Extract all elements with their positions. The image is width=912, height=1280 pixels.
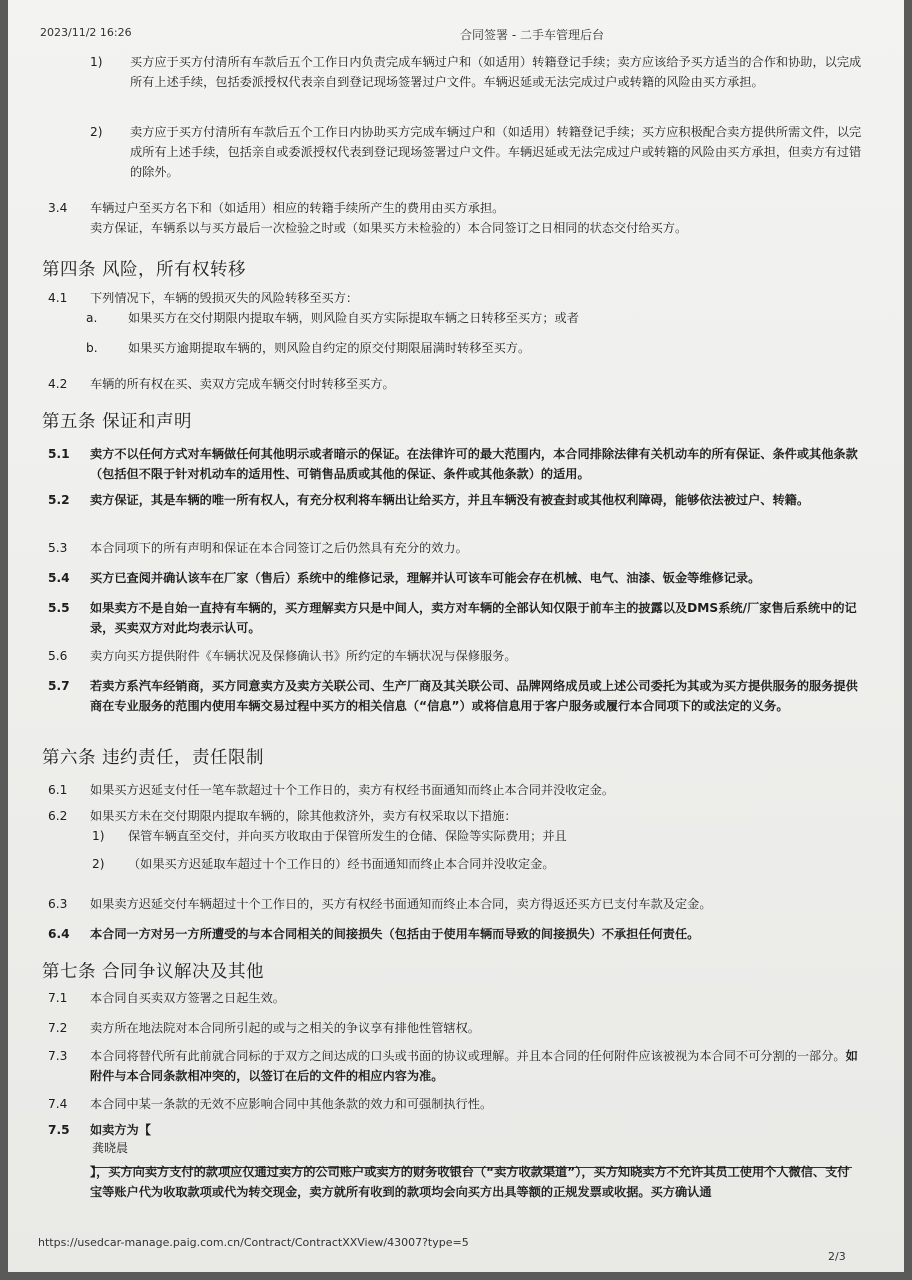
clause-number: 1) bbox=[90, 55, 103, 69]
print-datetime: 2023/11/2 16:26 bbox=[40, 26, 132, 39]
clause-number: 6.3 bbox=[48, 897, 68, 911]
clause-text-bold: 如附件与本合同条款相冲突的，以签订在后的文件的相应内容为准。 bbox=[90, 1049, 858, 1083]
clause-number: 6.1 bbox=[48, 783, 68, 797]
clause-text: 卖方保证，其是车辆的唯一所有权人，有充分权利将车辆出让给买方，并且车辆没有被查封或其他权利障碍，能够依法被过户、转籍。 bbox=[90, 493, 810, 507]
clause-number: 3.4 bbox=[48, 201, 68, 215]
clause-text-2: 卖方保证，车辆系以与买方最后一次检验之时或（如果买方未检验的）本合同签订之日相同的状态交付给买方。 bbox=[90, 221, 688, 235]
clause-number: 6.4 bbox=[48, 927, 70, 941]
article-4-heading: 第四条 风险，所有权转移 bbox=[42, 260, 247, 280]
clause-text: 保管车辆直至交付，并向买方收取由于保管所发生的仓储、保险等实际费用；并且 bbox=[128, 829, 567, 843]
clause-text: 买方已查阅并确认该车在厂家（售后）系统中的维修记录，理解并认可该车可能会存在机械、电气、油漆、钣金等维修记录。 bbox=[90, 571, 761, 585]
clause-text: 车辆的所有权在买、卖双方完成车辆交付时转移至买方。 bbox=[90, 377, 395, 391]
clause-number: 4.2 bbox=[48, 377, 68, 391]
footer-url: https://usedcar-manage.paig.com.cn/Contract/ContractXXView/43007?type=5 bbox=[38, 1236, 469, 1249]
clause-number: 5.2 bbox=[48, 493, 70, 507]
clause-text: 下列情况下，车辆的毁损灭失的风险转移至买方： bbox=[90, 291, 359, 305]
clause-number: 5.3 bbox=[48, 541, 68, 555]
document-page bbox=[8, 0, 904, 1272]
clause-text: 卖方所在地法院对本合同所引起的或与之相关的争议享有排他性管辖权。 bbox=[90, 1021, 480, 1035]
clause-number: 5.7 bbox=[48, 679, 70, 693]
clause-text: 如果卖方迟延交付车辆超过十个工作日的，买方有权经书面通知而终止本合同，卖方得返还买方已支付车款及定金。 bbox=[90, 897, 712, 911]
clause-number: 2) bbox=[90, 125, 103, 139]
clause-text: 若卖方系汽车经销商，买方同意卖方及卖方关联公司、生产厂商及其关联公司、品牌网络成员或上述公司委托为其或为买方提供服务的服务提供商在专业服务的范围内使用车辆交易过程中买方的相关信息（“信息”）或将信息用于客户服务或履行本合同项下的或法定的义务。 bbox=[90, 679, 858, 713]
clause-number: 6.2 bbox=[48, 809, 68, 823]
clause-number: b. bbox=[86, 341, 98, 355]
clause-text: 买方应于买方付清所有车款后五个工作日内负责完成车辆过户和（如适用）转籍登记手续；卖方应该给予买方适当的合作和协助，以完成所有上述手续，包括委派授权代表亲自到登记现场签署过户文件。车辆迟延或无法完成过户或转籍的风险由买方承担。 bbox=[130, 55, 862, 89]
clause-number: 4.1 bbox=[48, 291, 68, 305]
page-header-title: 合同签署 - 二手车管理后台 bbox=[460, 28, 604, 42]
clause-text: 卖方不以任何方式对车辆做任何其他明示或者暗示的保证。在法律许可的最大范围内，本合同排除法律有关机动车的所有保证、条件或其他条款（包括但不限于针对机动车的适用性、可销售品质或其他的保证、条件或其他条款）的适用。 bbox=[90, 447, 858, 481]
clause-text: 本合同将替代所有此前就合同标的于双方之间达成的口头或书面的协议或理解。并且本合同的任何附件应该被视为本合同不可分割的一部分。 bbox=[90, 1049, 846, 1063]
clause-number: 5.6 bbox=[48, 649, 68, 663]
clause-text: 卖方应于买方付清所有车款后五个工作日内协助买方完成车辆过户和（如适用）转籍登记手续；买方应积极配合卖方提供所需文件，以完成所有上述手续，包括亲自或委派授权代表到登记现场签署过户文件。车辆迟延或无法完成过户或转籍的风险由买方承担，但卖方有过错的除外。 bbox=[130, 125, 862, 179]
clause-text: 如果买方未在交付期限内提取车辆的，除其他救济外，卖方有权采取以下措施： bbox=[90, 809, 517, 823]
clause-number: 5.1 bbox=[48, 447, 70, 461]
clause-text: 本合同自买卖双方签署之日起生效。 bbox=[90, 991, 285, 1005]
clause-text: 车辆过户至买方名下和（如适用）相应的转籍手续所产生的费用由买方承担。 bbox=[90, 201, 505, 215]
clause-number: a. bbox=[86, 311, 98, 325]
clause-number: 7.1 bbox=[48, 991, 68, 1005]
clause-number: 1) bbox=[92, 829, 105, 843]
clause-prefix: 如卖方为【 bbox=[90, 1123, 151, 1137]
clause-text: 如果买方在交付期限内提取车辆，则风险自买方实际提取车辆之日转移至买方；或者 bbox=[128, 311, 579, 325]
article-5-heading: 第五条 保证和声明 bbox=[42, 412, 193, 432]
clause-text: 卖方向买方提供附件《车辆状况及保修确认书》所约定的车辆状况与保修服务。 bbox=[90, 649, 517, 663]
clause-text: 本合同中某一条款的无效不应影响合同中其他条款的效力和可强制执行性。 bbox=[90, 1097, 493, 1111]
clause-number: 5.4 bbox=[48, 571, 70, 585]
clause-text: 如果买方逾期提取车辆的，则风险自约定的原交付期限届满时转移至买方。 bbox=[128, 341, 531, 355]
clause-number: 7.4 bbox=[48, 1097, 68, 1111]
clause-number: 7.3 bbox=[48, 1049, 68, 1063]
page-number: 2/3 bbox=[828, 1250, 846, 1263]
clause-number: 2) bbox=[92, 857, 105, 871]
clause-text: （如果买方迟延取车超过十个工作日的）经书面通知而终止本合同并没收定金。 bbox=[128, 857, 555, 871]
clause-text: 如果买方迟延支付任一笔车款超过十个工作日的，卖方有权经书面通知而终止本合同并没收定金。 bbox=[90, 783, 615, 797]
article-6-heading: 第六条 违约责任，责任限制 bbox=[42, 748, 265, 768]
clause-number: 7.2 bbox=[48, 1021, 68, 1035]
clause-number: 7.5 bbox=[48, 1123, 70, 1137]
clause-text: 本合同一方对另一方所遭受的与本合同相关的间接损失（包括由于使用车辆而导致的间接损失）不承担任何责任。 bbox=[90, 927, 700, 941]
clause-7-5-text: 】，买方向卖方支付的款项应仅通过卖方的公司账户或卖方的财务收银台（“卖方收款渠道”），买方知晓卖方不允许其员工使用个人微信、支付宝等账户代为收取款项或代为转交现金，卖方就所有收到的款项均会向买方出具等额的正规发票或收据。买方确认通 bbox=[90, 1165, 850, 1199]
clause-number: 5.5 bbox=[48, 601, 70, 615]
seller-name-fill: 龚晓晨 bbox=[92, 1141, 129, 1155]
clause-text: 本合同项下的所有声明和保证在本合同签订之后仍然具有充分的效力。 bbox=[90, 541, 468, 555]
article-7-heading: 第七条 合同争议解决及其他 bbox=[42, 962, 265, 982]
clause-text: 如果卖方不是自始一直持有车辆的，买方理解卖方只是中间人，卖方对车辆的全部认知仅限于前车主的披露以及DMS系统/厂家售后系统中的记录，买卖双方对此均表示认可。 bbox=[90, 601, 857, 635]
